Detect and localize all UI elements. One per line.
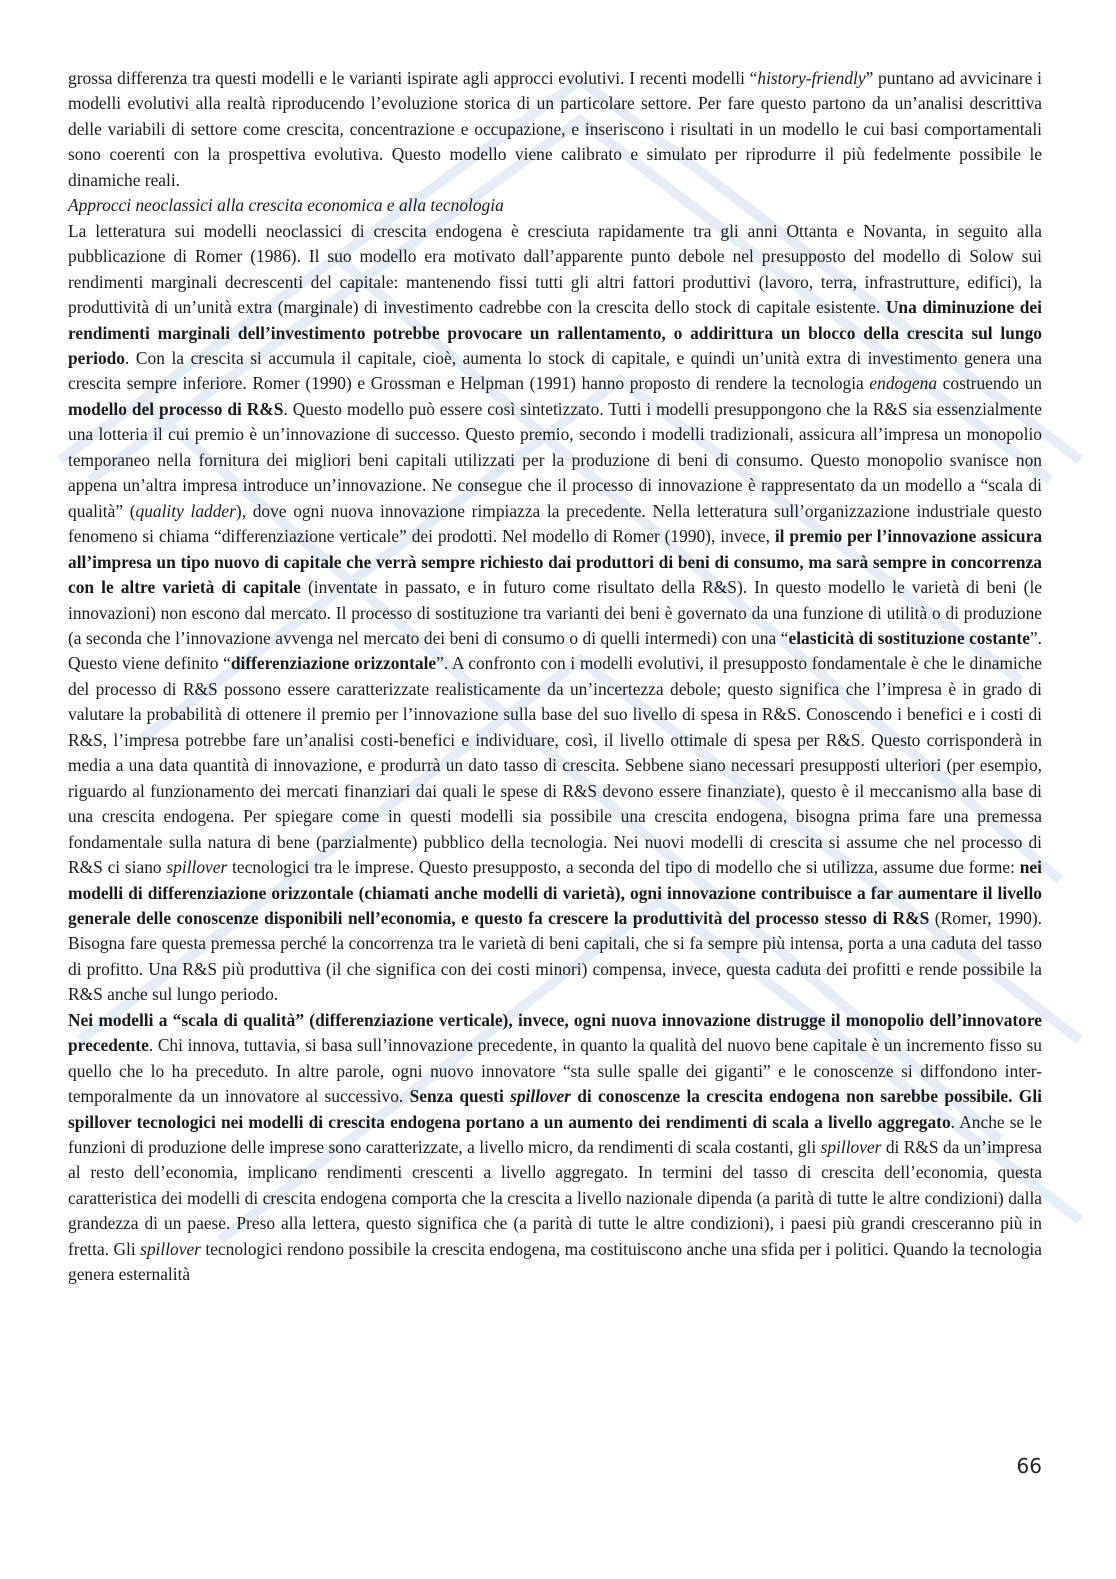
bold-phrase: Nei modelli a “scala di qualità” (differenziazione verticale), invece, ogni nuova innovazione distrugge il monopolio dell’innovatore precedente bbox=[68, 1009, 1042, 1056]
intro-paragraph: grossa differenza tra questi modelli e le varianti ispirate agli approcci evolutivi. I recenti modelli “history-friendly” puntano ad avvicinare i modelli evolutivi alla realtà riproducendo l’evoluzione storica di un particolare settore. Per fare questo partono da un’analisi descrittiva delle variabili di settore come crescita, concentrazione e occupazione, e inseriscono i risultati in un modello le cui basi comportamentali sono coerenti con la prospettiva evolutiva. Questo modello viene calibrato e simulato per riprodurre il più fedelmente possibile le dinamiche reali. bbox=[68, 68, 1042, 190]
paragraph-quality-ladder: Nei modelli a “scala di qualità” (differenziazione verticale), invece, ogni nuova innovazione distrugge il monopolio dell’innovatore precedente. Chi innova, tuttavia, si basa sull’innovazione precedente, in quanto la qualità del nuovo bene capitale è un incremento fisso su quello che lo ha preceduto. In altre parole, ogni nuovo innovatore “sta sulle spalle dei giganti” e le conoscenze si diffondono inter-temporalmente da un innovatore al successivo. Senza questi spillover di conoscenze la crescita endogena non sarebbe possibile. Gli spillover tecnologici nei modelli di crescita endogena portano a un aumento dei rendimenti di scala a livello aggregato. Anche se le funzioni di produzione delle imprese sono caratterizzate, a livello micro, da rendimenti di scala costanti, gli spillover di R&S da un’impresa al resto dell’economia, implicano rendimenti crescenti a livello aggregato. In termini del tasso di crescita dell’economia, questa caratteristica dei modelli di crescita endogena comporta che la crescita a livello nazionale dipenda (a parità di tutte le altre condizioni) dalla grandezza di un paese. Preso alla lettera, questo significa che (a parità di tutte le altre condizioni), i paesi più grandi cresceranno più in fretta. Gli spillover tecnologici rendono possibile la crescita endogena, ma costituiscono anche una sfida per i politici. Quando la tecnologia genera esternalità bbox=[68, 1009, 1042, 1285]
document-body bbox=[68, 66, 1042, 1288]
section-heading: Approcci neoclassici alla crescita economica e alla tecnologia bbox=[68, 195, 504, 216]
emphasis-spillover: spillover bbox=[820, 1137, 882, 1158]
bold-phrase: nei modelli di differenziazione orizzontale (chiamati anche modelli di varietà), ogni innovazione contribuisce a far aumentare il livello generale delle conoscenze disponibili nell’economia, e questo fa crescere la produttività del processo stesso di R&S bbox=[68, 857, 1042, 928]
emphasis-spillover: spillover bbox=[140, 1238, 201, 1259]
emphasis-quality-ladder: quality ladder bbox=[135, 500, 236, 521]
bold-phrase: di conoscenze la crescita endogena non sarebbe possibile. Gli spillover tecnologici nei modelli di crescita endogena portano a un aumento dei rendimenti di scala a livello aggregato bbox=[68, 1086, 1042, 1132]
bold-phrase: il premio per l’innovazione assicura all’impresa un tipo nuovo di capitale che verrà sempre richiesto dai produttori di beni di consumo, ma sarà sempre in concorrenza con le altre varietà di capitale bbox=[68, 526, 1043, 598]
paragraph-neoclassical-growth: La letteratura sui modelli neoclassici di crescita endogena è cresciuta rapidamente tra gli anni Ottanta e Novanta, in seguito alla pubblicazione di Romer (1986). Il suo modello era motivato dall’apparente punto debole nel presupposto del modello di Solow sui rendimenti marginali decrescenti del capitale: mantenendo fissi tutti gli altri fattori produttivi (lavoro, terra, infrastrutture, edifici), la produttività di un’unità extra (marginale) di investimento cadrebbe con la crescita dello stock di capitale esistente. Una diminuzione dei rendimenti marginali dell’investimento potrebbe provocare un rallentamento, o addirittura un blocco della crescita sul lungo periodo. Con la crescita si accumula il capitale, cioè, aumenta lo stock di capitale, e quindi un’unità extra di investimento genera una crescita sempre inferiore. Romer (1990) e Grossman e Helpman (1991) hanno proposto di rendere la tecnologia endogena costruendo un modello del processo di R&S. Questo modello può essere così sintetizzato. Tutti i modelli presuppongono che la R&S sia essenzialmente una lotteria il cui premio è un’innovazione di successo. Questo premio, secondo i modelli tradizionali, assicura all’impresa un monopolio temporaneo nella fornitura dei migliori beni capitali utilizzati per la produzione di beni di consumo. Questo monopolio svanisce non appena un’altra impresa introduce un’innovazione. Ne consegue che il processo di innovazione è rappresentato da un modello a “scala di qualità” (quality ladder), dove ogni nuova innovazione rimpiazza la precedente. Nella letteratura sull’organizzazione industriale questo fenomeno si chiama “differenziazione verticale” dei prodotti. Nel modello di Romer (1990), invece, il premio per l’innovazione assicura all’impresa un tipo nuovo di capitale che verrà sempre richiesto dai produttori di beni di consumo, ma sarà sempre in concorrenza con le altre varietà di capitale (inventate in passato, e in futuro come risultato della R&S). In questo modello le varietà di beni (le innovazioni) non escono dal mercato. Il processo di sostituzione tra varianti dei beni è governato da una funzione di utilità o di produzione (a seconda che l’innovazione avvenga nel mercato dei beni di consumo o di quelli intermedi) con una “elasticità di sostituzione costante”. Questo viene definito “differenziazione orizzontale”. A confronto con i modelli evolutivi, il presupposto fondamentale è che le dinamiche del processo di R&S possono essere caratterizzate realisticamente da un’incertezza debole; questo significa che l’impresa è in grado di valutare la probabilità di ottenere il premio per l’innovazione sulla base del suo livello di spesa in R&S. Conoscendo i benefici e i costi di R&S, l’impresa potrebbe fare un’analisi costi-benefici e individuare, così, il livello ottimale di spesa per R&S. Questo corrisponderà in media a una data quantità di innovazione, e produrrà un dato tasso di crescita. Sebbene siano necessari presupposti ulteriori (per esempio, riguardo al funzionamento dei mercati finanziari dai quali le spese di R&S devono essere finanziate), questo è il meccanismo alla base di una crescita endogena. Per spiegare come in questi modelli sia possibile una crescita endogena, bisogna prima fare una premessa fondamentale sulla natura di bene (parzialmente) pubblico della tecnologia. Nei nuovi modelli di crescita si assume che nel processo di R&S ci siano spillover tecnologici tra le imprese. Questo presupposto, a seconda del tipo di modello che si utilizza, assume due forme: nei modelli di differenziazione orizzontale (chiamati anche modelli di varietà), ogni innovazione contribuisce a far aumentare il livello generale delle conoscenze disponibili nell’economia, e questo fa crescere la produttività del processo stesso di R&S (Romer, 1990). Bisogna fare questa premessa perché la concorrenza tra le varietà di beni capitali, che si fa sempre più intensa, porta a una caduta del tasso di profitto. Una R&S più produttiva (il che significa con dei costi minori) compensa, invece, questa caduta dei profitti e rende possibile la R&S anche sul lungo periodo. bbox=[68, 220, 1043, 1005]
bold-phrase: Senza questi bbox=[409, 1086, 511, 1107]
bold-phrase: elasticità di sostituzione costante bbox=[788, 627, 1030, 648]
page-number: 66 bbox=[1016, 1454, 1042, 1478]
bold-phrase: differenziazione orizzontale bbox=[230, 653, 437, 674]
bold-phrase: Una diminuzione dei rendimenti marginali dell’investimento potrebbe provocare un rallentamento, o addirittura un blocco della crescita sul lungo periodo bbox=[68, 297, 1042, 368]
emphasis-spillover: spillover bbox=[510, 1086, 571, 1107]
emphasis-endogena: endogena bbox=[869, 373, 938, 394]
emphasis-history-friendly: history-friendly bbox=[757, 68, 866, 88]
emphasis-spillover: spillover bbox=[166, 857, 228, 878]
bold-phrase: modello del processo di R&S bbox=[68, 398, 284, 419]
